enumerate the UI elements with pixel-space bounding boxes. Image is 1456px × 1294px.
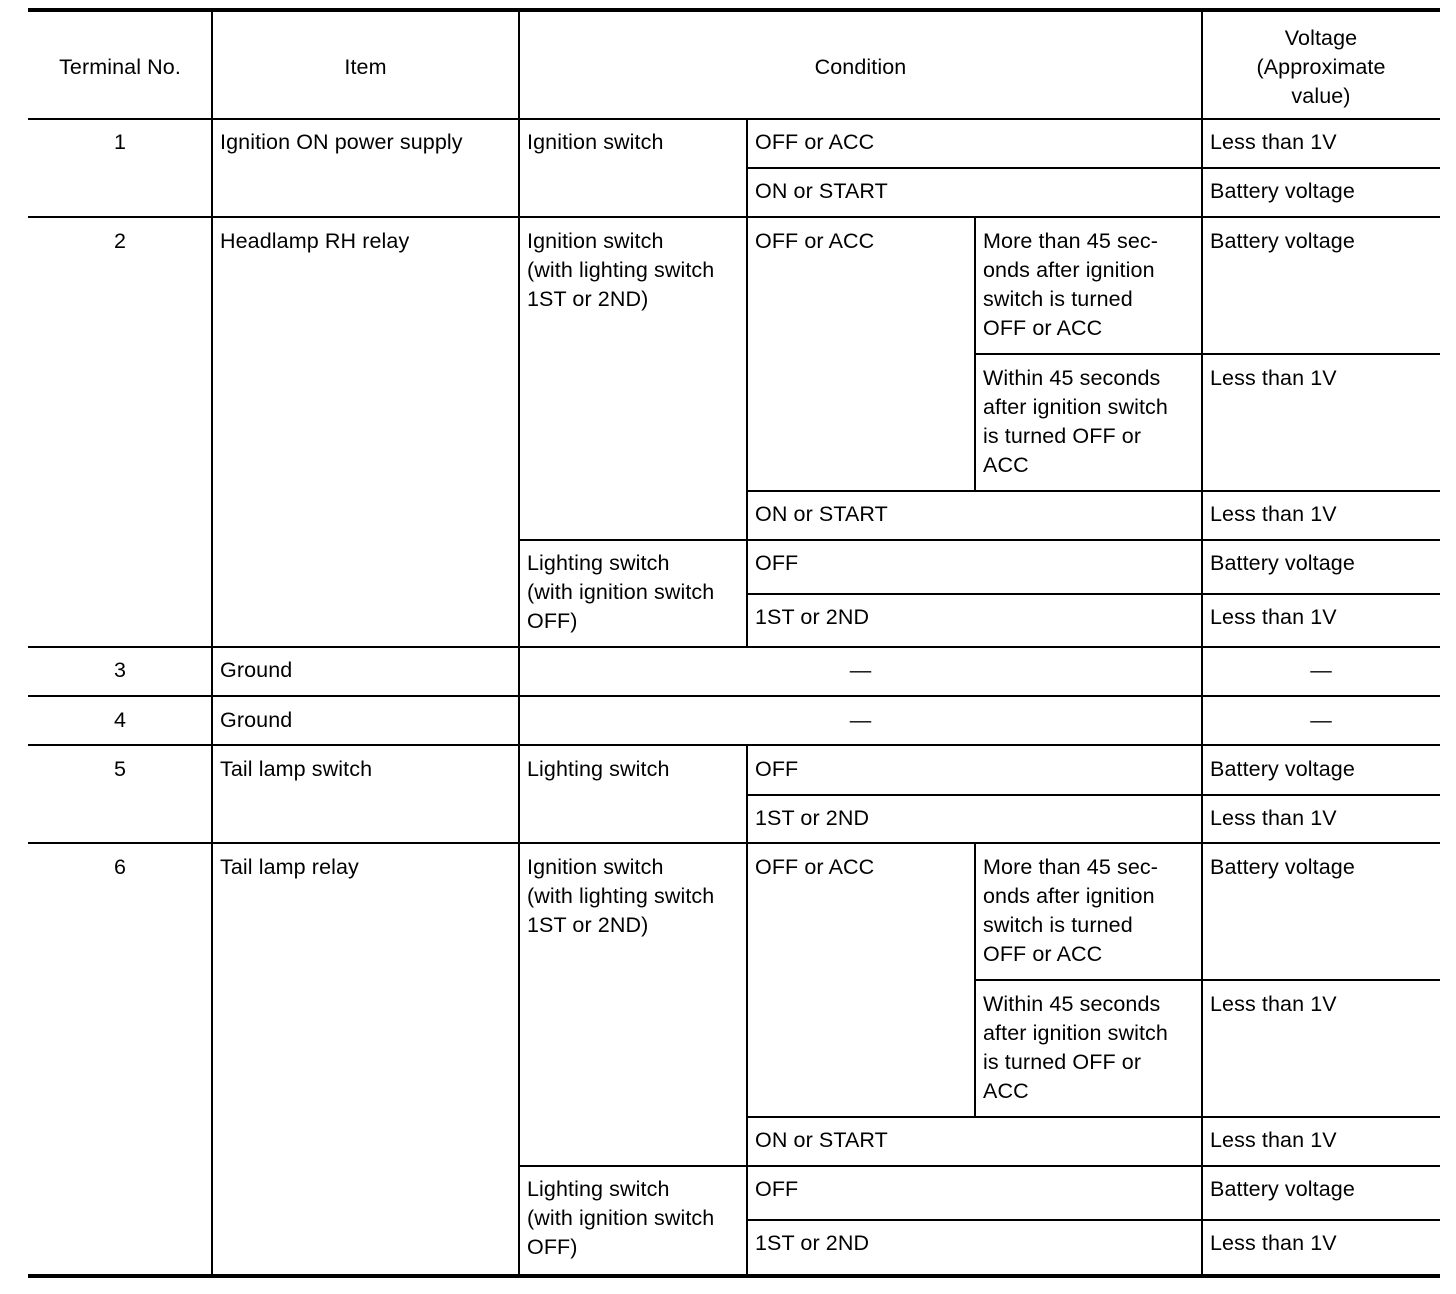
condition-dash: — — [849, 658, 872, 682]
voltage-cell: Less than 1V — [1210, 992, 1337, 1016]
terminal-number: 3 — [113, 658, 127, 682]
state-cell: OFF or ACC — [755, 229, 875, 253]
sub-divider — [519, 539, 1440, 541]
sub-divider — [747, 167, 1440, 169]
header-terminal-no: Terminal No. — [59, 54, 181, 79]
detail-cell: Within 45 seconds after ignition switch is turned OFF or ACC — [983, 366, 1168, 477]
terminal-number: 5 — [113, 757, 127, 781]
voltage-cell: Less than 1V — [1210, 806, 1337, 830]
row-divider — [28, 842, 1440, 844]
state-cell: OFF or ACC — [755, 130, 875, 154]
row-divider — [28, 646, 1440, 648]
voltage-cell: Less than 1V — [1210, 502, 1337, 526]
header-item: Item — [344, 54, 387, 79]
voltage-cell: Battery voltage — [1210, 179, 1355, 203]
detail-cell: More than 45 sec- onds after ignition switch is turned OFF or ACC — [983, 855, 1158, 966]
sub-divider — [747, 1116, 1440, 1118]
voltage-cell: Less than 1V — [1210, 1128, 1337, 1152]
voltage-cell: Battery voltage — [1210, 855, 1355, 879]
voltage-cell: Battery voltage — [1210, 1177, 1355, 1201]
column-divider — [1201, 8, 1203, 1278]
state-cell: 1ST or 2ND — [755, 605, 870, 629]
column-divider — [211, 8, 213, 1278]
sub-divider — [747, 593, 1440, 595]
sub-divider — [747, 490, 1440, 492]
sub-divider — [975, 353, 1440, 355]
terminal-number: 6 — [113, 855, 127, 879]
state-cell: OFF — [755, 551, 799, 575]
sub-divider — [975, 979, 1440, 981]
item-cell: Headlamp RH relay — [220, 229, 410, 253]
top-rule — [28, 8, 1440, 12]
voltage-cell: Battery voltage — [1210, 229, 1355, 253]
item-cell: Ignition ON power supply — [220, 130, 463, 154]
detail-cell: Within 45 seconds after ignition switch is turned OFF or ACC — [983, 992, 1168, 1103]
switch-cell: Lighting switch (with ignition switch OFF) — [527, 551, 715, 633]
state-cell: ON or START — [755, 502, 888, 526]
voltage-cell: Less than 1V — [1210, 130, 1337, 154]
state-cell: 1ST or 2ND — [755, 1231, 870, 1255]
item-cell: Ground — [220, 708, 293, 732]
row-divider — [28, 744, 1440, 746]
column-divider — [518, 8, 520, 1278]
item-cell: Ground — [220, 658, 293, 682]
terminal-number: 2 — [113, 229, 127, 253]
condition-dash: — — [849, 708, 872, 732]
switch-cell: Ignition switch (with lighting switch 1ST or 2ND) — [527, 229, 715, 311]
item-cell: Tail lamp relay — [220, 855, 359, 879]
switch-cell: Lighting switch — [527, 757, 670, 781]
row-divider — [28, 216, 1440, 218]
terminal-number: 4 — [113, 708, 127, 732]
row-divider — [28, 695, 1440, 697]
detail-cell: More than 45 sec- onds after ignition switch is turned OFF or ACC — [983, 229, 1158, 340]
terminal-voltage-table — [28, 8, 1440, 1279]
switch-cell: Ignition switch (with lighting switch 1ST or 2ND) — [527, 855, 715, 937]
voltage-dash: — — [1310, 708, 1332, 732]
item-cell: Tail lamp switch — [220, 757, 373, 781]
sub-divider — [747, 794, 1440, 796]
bottom-rule — [28, 1274, 1440, 1278]
state-cell: OFF — [755, 1177, 799, 1201]
state-cell: ON or START — [755, 179, 888, 203]
terminal-number: 1 — [113, 130, 127, 154]
voltage-cell: Battery voltage — [1210, 551, 1355, 575]
state-cell: OFF — [755, 757, 799, 781]
voltage-cell: Less than 1V — [1210, 366, 1337, 390]
voltage-cell: Battery voltage — [1210, 757, 1355, 781]
switch-cell: Ignition switch — [527, 130, 664, 154]
state-cell: OFF or ACC — [755, 855, 875, 879]
voltage-cell: Less than 1V — [1210, 605, 1337, 629]
detail-divider — [974, 216, 976, 491]
sub-divider — [519, 1165, 1440, 1167]
sub-divider — [747, 1219, 1440, 1221]
condition-divider — [746, 744, 748, 1278]
header-condition: Condition — [814, 54, 907, 79]
header-voltage: Voltage (Approximate value) — [1256, 25, 1386, 108]
voltage-dash: — — [1310, 658, 1332, 682]
condition-divider — [746, 118, 748, 647]
row-divider — [28, 118, 1440, 120]
voltage-cell: Less than 1V — [1210, 1231, 1337, 1255]
detail-divider — [974, 842, 976, 1117]
switch-cell: Lighting switch (with ignition switch OFF) — [527, 1177, 715, 1259]
state-cell: 1ST or 2ND — [755, 806, 870, 830]
state-cell: ON or START — [755, 1128, 888, 1152]
